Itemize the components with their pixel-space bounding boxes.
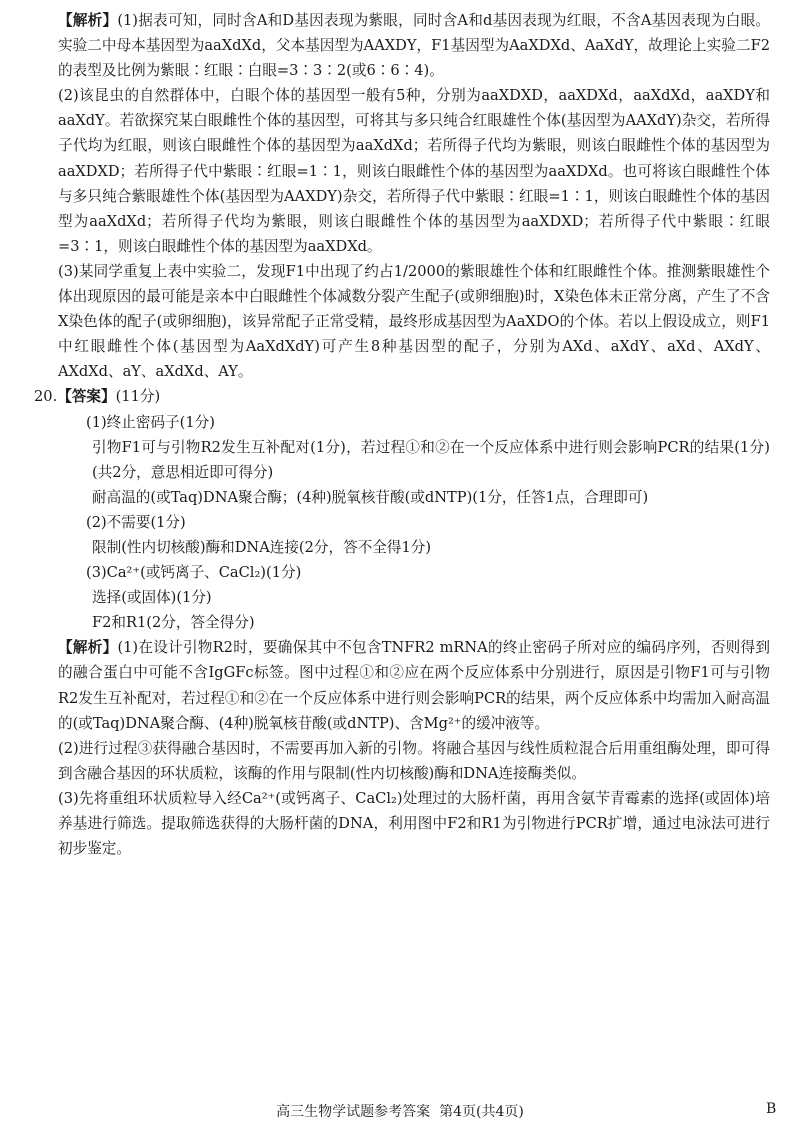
answer-tag: 【答案】 [57,388,116,406]
q19-analysis-p1-text: (1)据表可知，同时含A和D基因表现为紫眼，同时含A和d基因表现为红眼，不含A基因表现为白眼。实验二中母本基因型为aaXdXd，父本基因型为AAXDY，F1基因型为AaXDXd、AaXdY，故理论上实验二F2的表型及比例为紫眼∶红眼∶白眼=3∶3∶2(或6∶6∶4)。 [58,12,770,80]
answer-document [34,8,770,861]
q20-item-2-line-2: 限制(性内切核酸)酶和DNA连接(2分，答不全得1分) [92,538,432,556]
q19-analysis-p1 [58,8,770,83]
q20-answer-header [34,384,770,409]
q20-item-3-line-3: F2和R1(2分，答全得分) [92,614,255,632]
q20-analysis-p2: (2)进行过程③获得融合基因时，不需要再加入新的引物。将融合基因与线性质粒混合后用重组酶处理，即可得到含融合基因的环状质粒，该酶的作用与限制(性内切核酸)酶和DNA连接酶类似。 [58,739,770,782]
analysis-tag: 【解析】 [58,639,118,657]
q20-item-2: (2)不需要(1分) [86,513,186,531]
question-number: 20. [34,388,58,406]
answer-score: (11分) [115,388,161,406]
footer-version-letter: B [766,1101,777,1117]
q19-analysis-p3: (3)某同学重复上表中实验二，发现F1中出现了约占1/2000的紫眼雄性个体和红眼雌性个体。推测紫眼雄性个体出现原因的最可能是亲本中白眼雌性个体减数分裂产生配子(或卵细胞)时，X染色体未正常分离，产生了不含X染色体的配子(或卵细胞)，该异常配子正常受精，最终形成基因型为AaXDO的个体。若以上假设成立，则F1中红眼雌性个体(基因型为AaXdXdY)可产生8种基因型的配子，分别为AXd、aXdY、aXd、AXdY、AXdXd、aY、aXdXd、AY。 [58,262,770,381]
q20-item-1-line-3: 耐高温的(或Taq)DNA聚合酶；(4种)脱氧核苷酸(或dNTP)(1分，任答1点，合理即可) [92,488,649,506]
page-footer [0,1101,800,1121]
q20-analysis-p1-text: (1)在设计引物R2时，要确保其中不包含TNFR2 mRNA的终止密码子所对应的编码序列，否则得到的融合蛋白中可能不含IgGFc标签。图中过程①和②应在两个反应体系中分别进行，原因是引物F1可与引物R2发生互补配对，若过程①和②在一个反应体系中进行则会影响PCR的结果，两个反应体系中均需加入耐高温的(或Taq)DNA聚合酶、(4种)脱氧核苷酸(或dNTP)、含Mg²⁺的缓冲液等。 [58,639,770,732]
q19-analysis-p2: (2)该昆虫的自然群体中，白眼个体的基因型一般有5种，分别为aaXDXD，aaXDXd，aaXdXd，aaXDY和aaXdY。若欲探究某白眼雌性个体的基因型，可将其与多只纯合红眼雄性个体(基因型为AAXdY)杂交，若所得子代均为红眼，则该白眼雌性个体的基因型为aaXdXd；若所得子代均为紫眼，则该白眼雌性个体的基因型为aaXDXD；若所得子代中紫眼∶红眼=1∶1，则该白眼雌性个体的基因型为aaXDXd。也可将该白眼雌性个体与多只纯合紫眼雄性个体(基因型为AAXDY)杂交，若所得子代中紫眼∶红眼=1∶1，则该白眼雌性个体的基因型为aaXdXd；若所得子代均为紫眼，则该白眼雌性个体的基因型为aaXDXD；若所得子代中紫眼∶红眼=3∶1，则该白眼雌性个体的基因型为aaXDXd。 [58,87,770,255]
footer-page-number: 第4页(共4页) [439,1104,524,1120]
q20-analysis-p3: (3)先将重组环状质粒导入经Ca²⁺(或钙离子、CaCl₂)处理过的大肠杆菌，再用含氨苄青霉素的选择(或固体)培养基进行筛选。提取筛选获得的大肠杆菌的DNA，利用图中F2和R1为引物进行PCR扩增，通过电泳法可进行初步鉴定。 [58,789,770,858]
analysis-tag: 【解析】 [58,12,118,29]
footer-title: 高三生物学试题参考答案 [276,1104,431,1120]
q20-item-1-line-2: 引物F1可与引物R2发生互补配对(1分)，若过程①和②在一个反应体系中进行则会影响PCR的结果(1分)(共2分，意思相近即可得分) [92,438,770,481]
q20-analysis-p1 [58,635,770,735]
q20-item-3: (3)Ca²⁺(或钙离子、CaCl₂)(1分) [86,564,302,582]
q20-item-3-line-2: 选择(或固体)(1分) [92,589,212,607]
q20-item-1: (1)终止密码子(1分) [86,413,215,431]
